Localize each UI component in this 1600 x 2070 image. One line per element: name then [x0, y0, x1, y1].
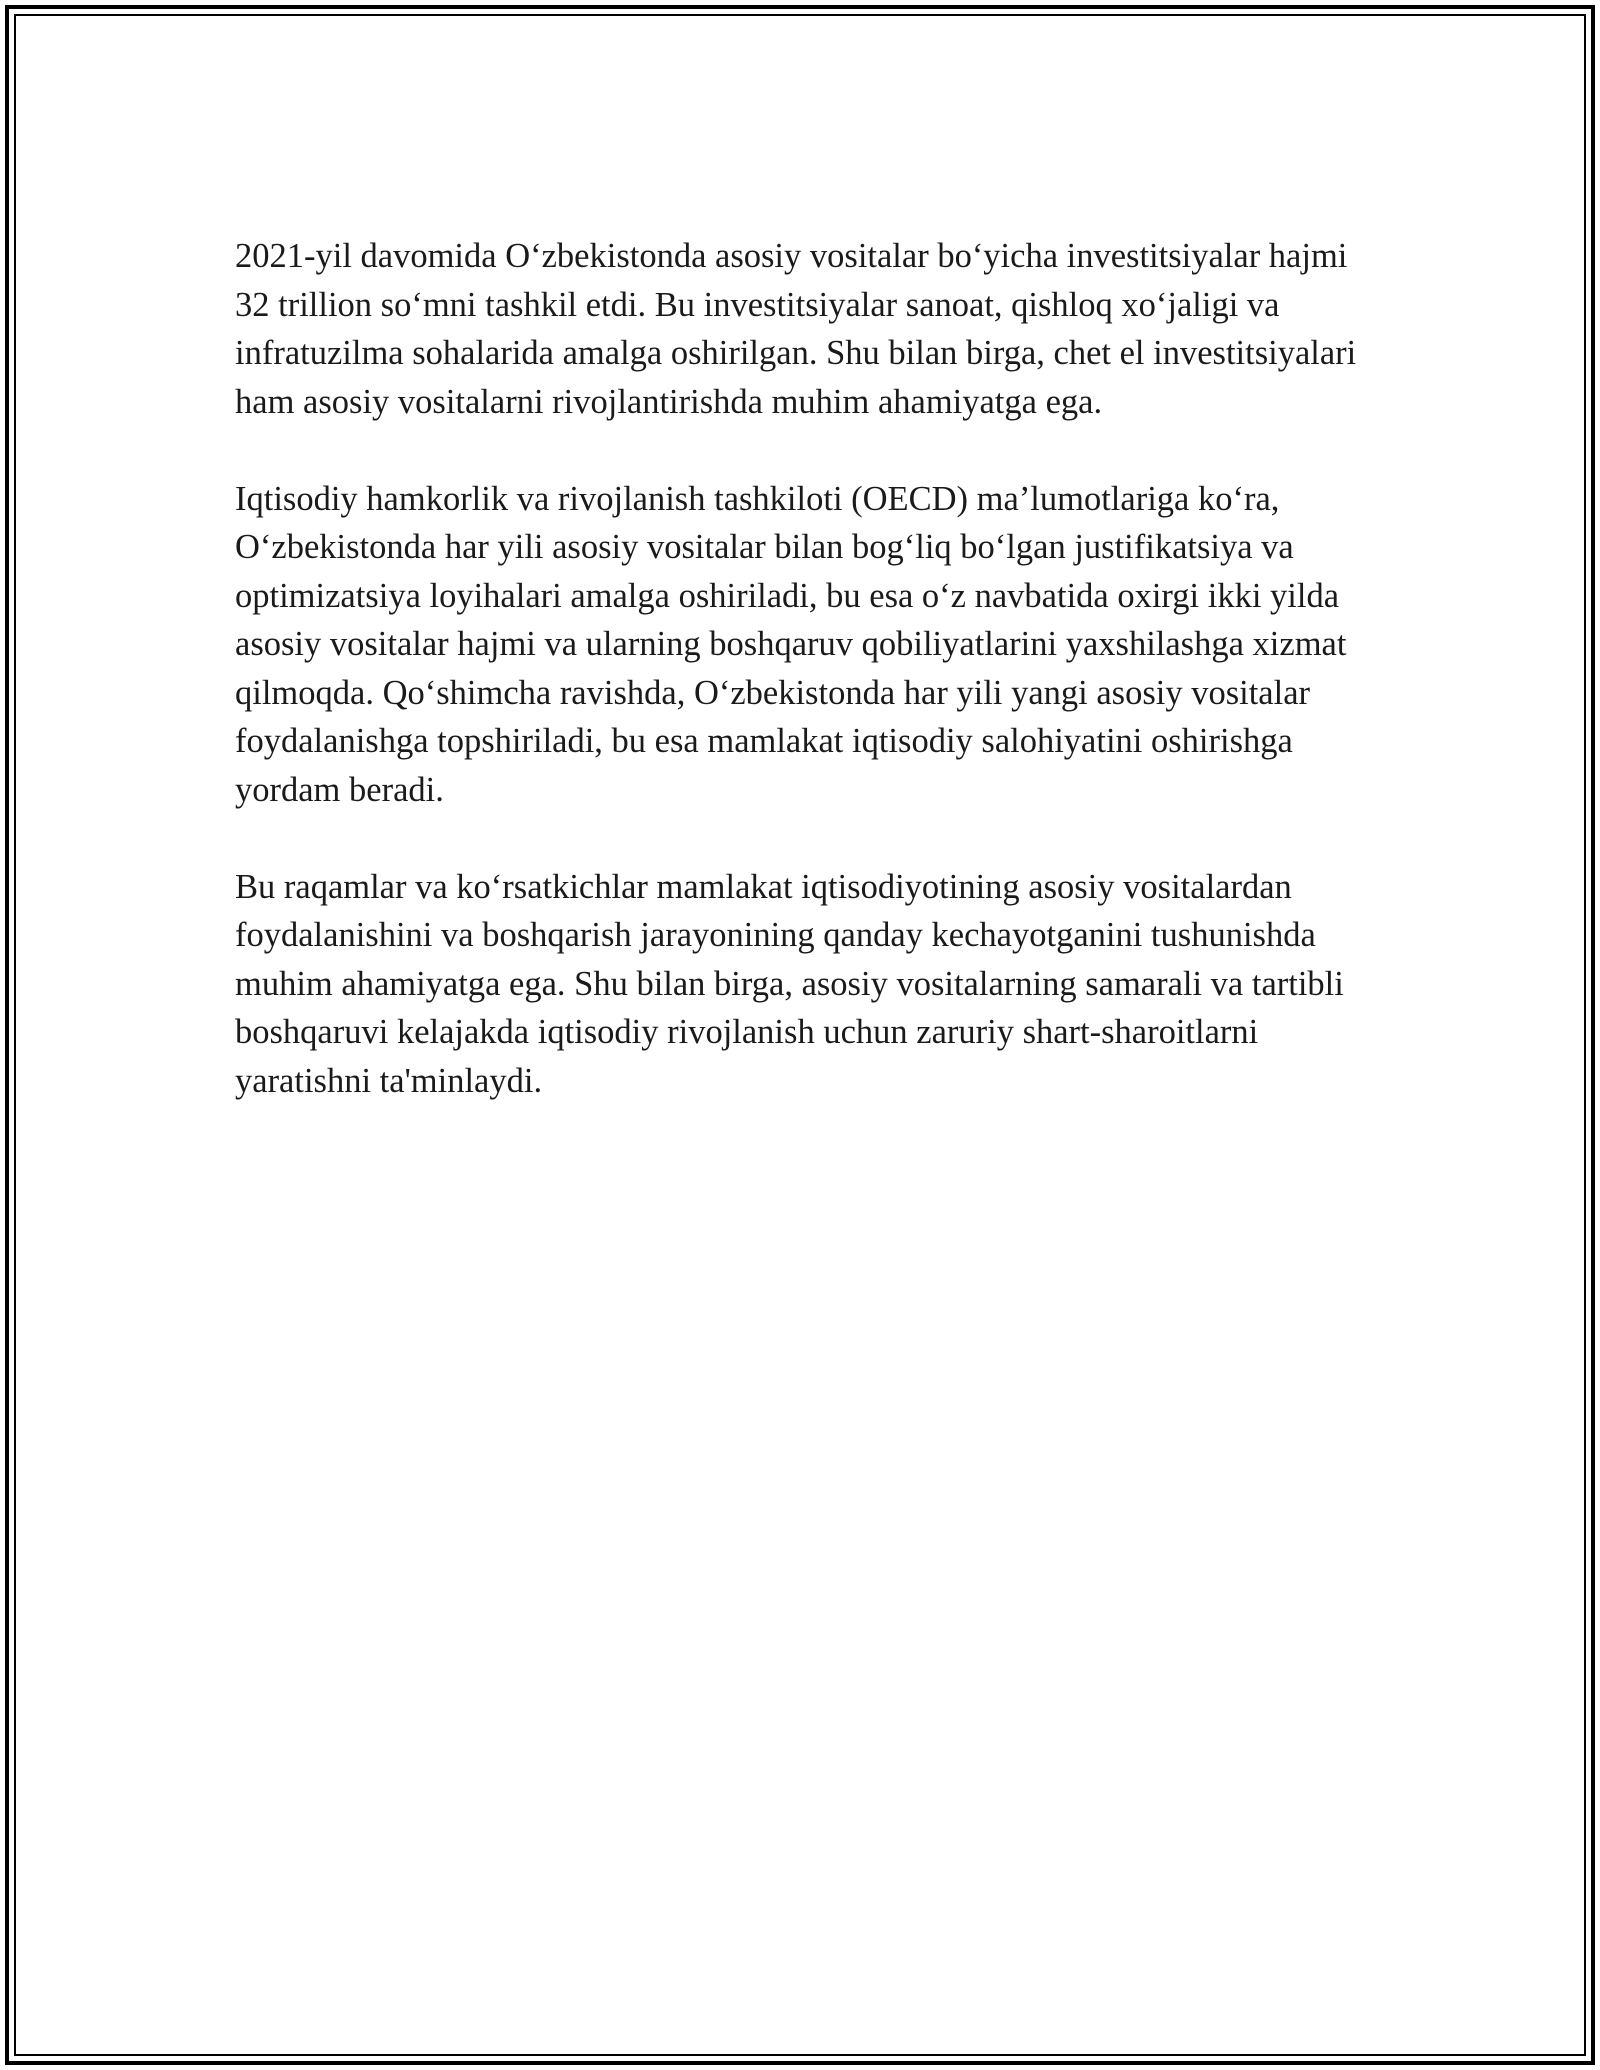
paragraph-oecd-data: Iqtisodiy hamkorlik va rivojlanish tashkiloti (OECD) ma’lumotlariga ko‘ra, O‘zbekistonda har yili asosiy vositalar bilan bog‘liq bo‘lgan justifikatsiya va optimizatsiya loyihalari amalga oshiriladi, bu esa o‘z navbatida oxirgi ikki yilda asosiy vositalar hajmi va ularning boshqaruv qobiliyatlarini yaxshilashga xizmat qilmoqda. Qo‘shimcha ravishda, O‘zbekistonda har yili yangi asosiy vositalar foydalanishga topshiriladi, bu esa mamlakat iqtisodiy salohiyatini oshirishga yordam beradi. [235, 479, 1347, 809]
paragraph-investment-volume: 2021-yil davomida O‘zbekistonda asosiy vositalar bo‘yicha investitsiyalar hajmi 32 trillion so‘mni tashkil etdi. Bu investitsiyalar sanoat, qishloq xo‘jaligi va infratuzilma sohalarida amalga oshirilgan. Shu bilan birga, chet el investitsiyalari ham asosiy vositalarni rivojlantirishda muhim ahamiyatga ega. [235, 237, 1357, 421]
document-body [235, 232, 1365, 1105]
paragraph-conclusion: Bu raqamlar va ko‘rsatkichlar mamlakat iqtisodiyotining asosiy vositalardan foydalanishini va boshqarish jarayonining qanday kechayotganini tushunishda muhim ahamiyatga ega. Shu bilan birga, asosiy vositalarning samarali va tartibli boshqaruvi kelajakda iqtisodiy rivojlanish uchun zaruriy shart-sharoitlarni yaratishni ta'minlaydi. [235, 867, 1344, 1100]
